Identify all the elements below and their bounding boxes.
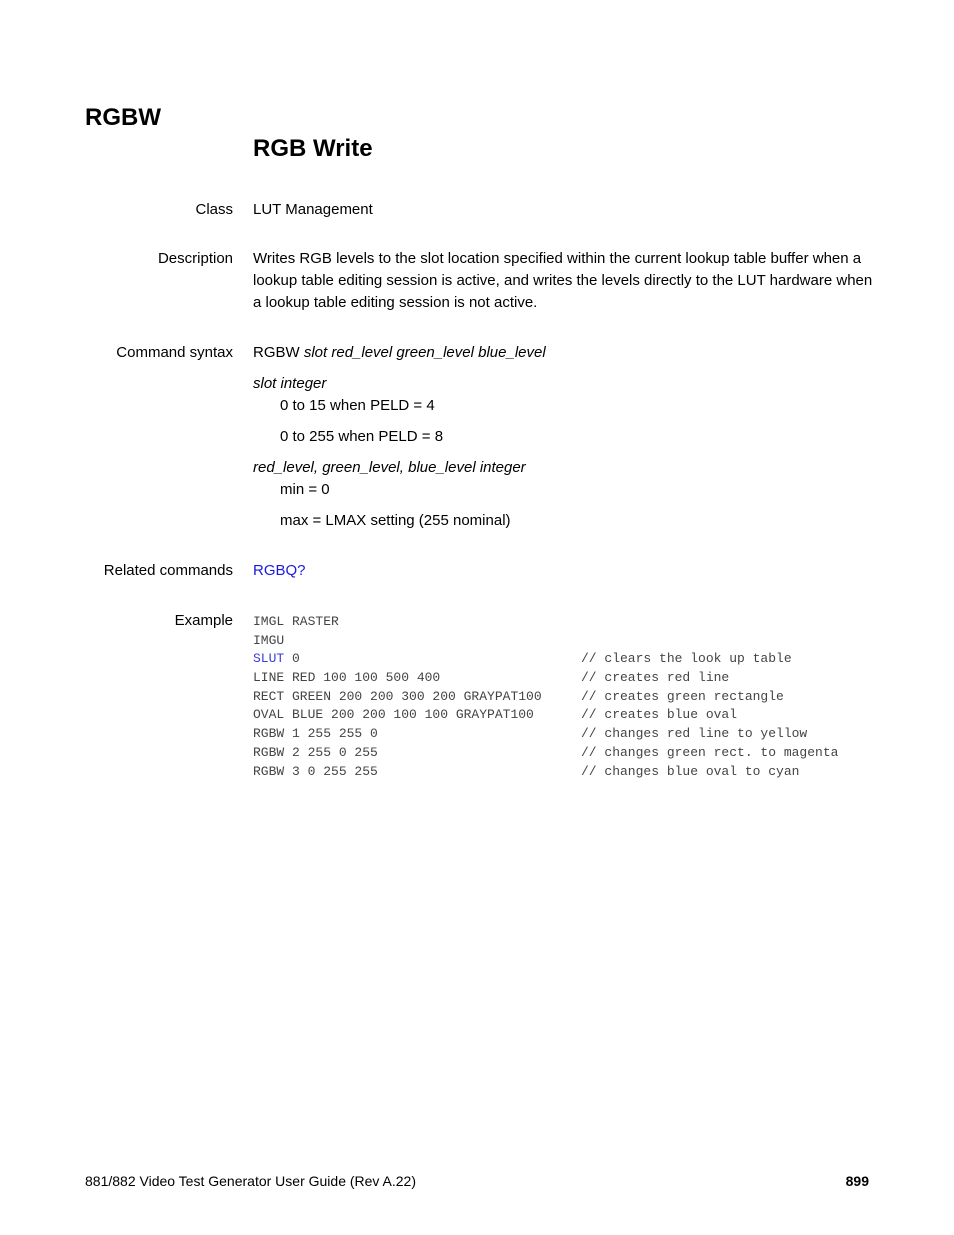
class-value: LUT Management (253, 201, 373, 218)
footer-guide-title: 881/882 Video Test Generator User Guide (Rev A.22) (85, 1173, 417, 1189)
code-line: SLUT 0 // clears the look up table (253, 651, 792, 667)
code-line: LINE RED 100 100 500 400 // creates red line (253, 670, 730, 686)
syntax-block (253, 342, 873, 532)
levels-value: min = 0 (280, 481, 330, 498)
command-name: RGBW (85, 104, 161, 131)
class-label: Class (195, 201, 233, 218)
code-line: RECT GREEN 200 200 300 200 GRAYPAT100 // creates green rectangle (253, 688, 784, 704)
levels-value: max = LMAX setting (255 nominal) (280, 512, 511, 529)
syntax-command: RGBW (253, 344, 300, 361)
page-title: RGB Write (253, 135, 373, 162)
description-text: Writes RGB levels to the slot location specified within the current lookup table buffer when a lookup table editing session is active, and writes the levels directly to the LUT hardware when a lookup table editing session is not active. (253, 250, 873, 311)
code-line: IMGL RASTER (253, 614, 339, 629)
levels-heading: red_level, green_level, blue_level integer (253, 459, 526, 476)
slut-link[interactable]: SLUT (253, 651, 285, 667)
slot-value: 0 to 15 when PELD = 4 (280, 397, 435, 414)
rgbq-link[interactable]: RGBQ? (253, 562, 306, 579)
code-line: RGBW 3 0 255 255 // changes blue oval to cyan (253, 763, 800, 779)
description-label: Description (157, 250, 233, 267)
slot-value: 0 to 255 when PELD = 8 (280, 428, 444, 445)
slot-heading: slot integer (253, 375, 327, 392)
page-number: 899 (845, 1173, 869, 1189)
related-label: Related commands (103, 562, 233, 579)
example-code (253, 613, 873, 781)
code-line: IMGU (253, 632, 285, 648)
code-line: RGBW 2 255 0 255 // changes green rect. to magenta (253, 744, 839, 760)
syntax-label: Command syntax (116, 344, 233, 361)
example-label: Example (174, 612, 233, 629)
code-line: OVAL BLUE 200 200 100 100 GRAYPAT100 // creates blue oval (253, 707, 738, 723)
syntax-params: slot red_level green_level blue_level (303, 344, 546, 361)
code-line: RGBW 1 255 255 0 // changes red line to yellow (253, 726, 808, 742)
syntax-line (253, 342, 873, 364)
